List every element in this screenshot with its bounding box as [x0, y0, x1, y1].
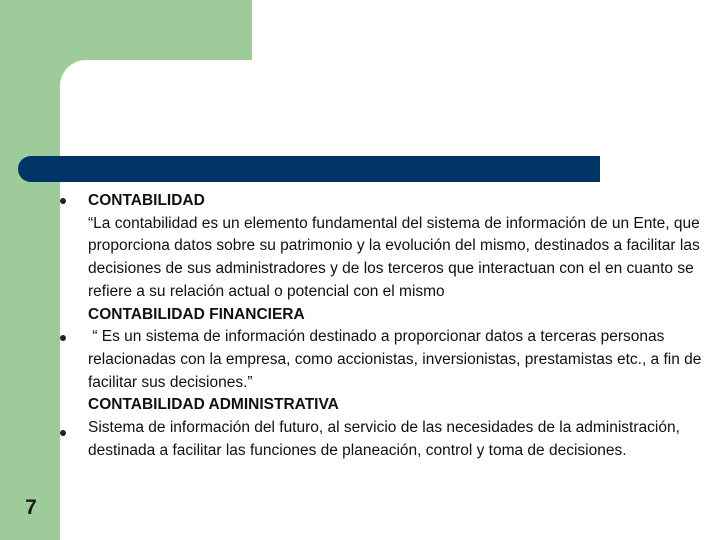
- bullet-icon: [60, 198, 66, 204]
- section-text: “ Es un sistema de información destinado a proporcionar datos a terceras personas relacionadas con la empresa, como accionistas, inversionistas, prestamistas etc., a fin de facilitar sus decisiones.”: [88, 328, 706, 391]
- bullet-icon: [60, 430, 66, 436]
- bullet-list: [88, 190, 714, 462]
- bullet-icon: [60, 335, 66, 341]
- title-bar: [18, 156, 600, 182]
- section-text: “La contabilidad es un elemento fundamental del sistema de información de un Ente, que proporciona datos sobre su patrimonio y la evolución del mismo, destinados a facilitar las decisiones de sus administradores y de los terceros que interactuan con el en cuanto se refiere a su relación actual o potencial con el mismo: [88, 214, 700, 300]
- section-heading: CONTABILIDAD ADMINISTRATIVA: [88, 396, 339, 414]
- section-text: Sistema de información del futuro, al servicio de las necesidades de la administración, destinada a facilitar las funciones de planeación, control y toma de decisiones.: [88, 419, 689, 459]
- section-heading: CONTABILIDAD FINANCIERA: [88, 305, 305, 323]
- section-heading: CONTABILIDAD: [88, 192, 205, 209]
- green-side-strip: [0, 0, 60, 540]
- slide-number: 7: [25, 496, 37, 519]
